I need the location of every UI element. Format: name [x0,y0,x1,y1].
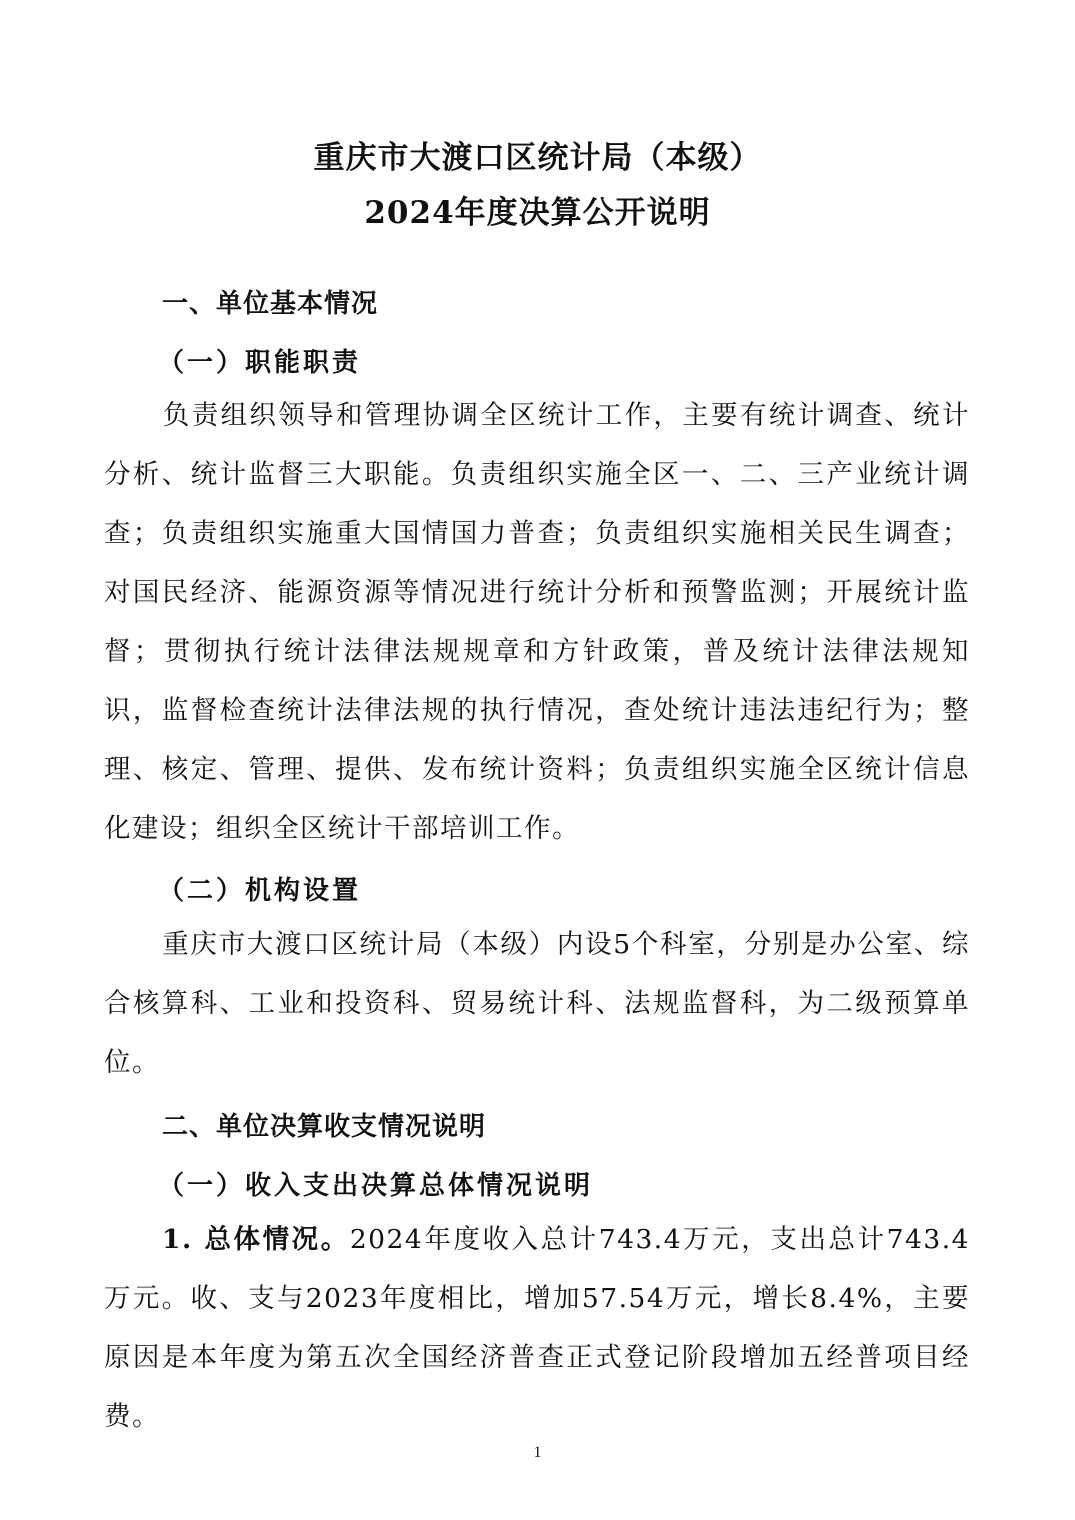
document-title-line2: 2024年度决算公开说明 [364,195,711,231]
section1-sub1-text: 负责组织领导和管理协调全区统计工作，主要有统计调查、统计分析、统计监督三大职能。负责组织实施全区一、二、三产业统计调查；负责组织实施重大国情国力普查；负责组织实施相关民生调查；对国民经济、能源资源等情况进行统计分析和预警监测；开展统计监督；贯彻执行统计法律法规规章和方针政策，普及统计法律法规知识，监督检查统计法律法规的执行情况，查处统计违法违纪行为；整理、核定、管理、提供、发布统计资料；负责组织实施全区统计信息化建设；组织全区统计干部培训工作。 [104,400,970,844]
section1-sub2-heading: （二）机构设置 [158,876,362,906]
section2-heading: 二、单位决算收支情况说明 [162,1112,487,1142]
section1-sub1-paragraph [104,386,970,858]
section1-sub2-paragraph [104,915,970,1092]
section2-sub1-heading: （一）收入支出决算总体情况说明 [158,1171,594,1201]
section1-sub1-heading: （一）职能职责 [158,348,362,378]
section1-heading: 一、单位基本情况 [162,289,379,319]
document-title-line1: 重庆市大渡口区统计局（本级） [313,140,762,176]
section2-item1-paragraph [104,1210,970,1446]
section1-sub2-text: 重庆市大渡口区统计局（本级）内设5个科室，分别是办公室、综合核算科、工业和投资科、贸易统计科、法规监督科，为二级预算单位。 [104,929,970,1078]
section2-item1-lead: 1. 总体情况。 [162,1224,350,1255]
page-number: 1 [533,1444,542,1461]
section2-item1-text: 2024年度收入总计743.4万元，支出总计743.4万元。收、支与2023年度相比，增加57.54万元，增长8.4%，主要原因是本年度为第五次全国经济普查正式登记阶段增加五经普项目经费。 [104,1224,971,1432]
